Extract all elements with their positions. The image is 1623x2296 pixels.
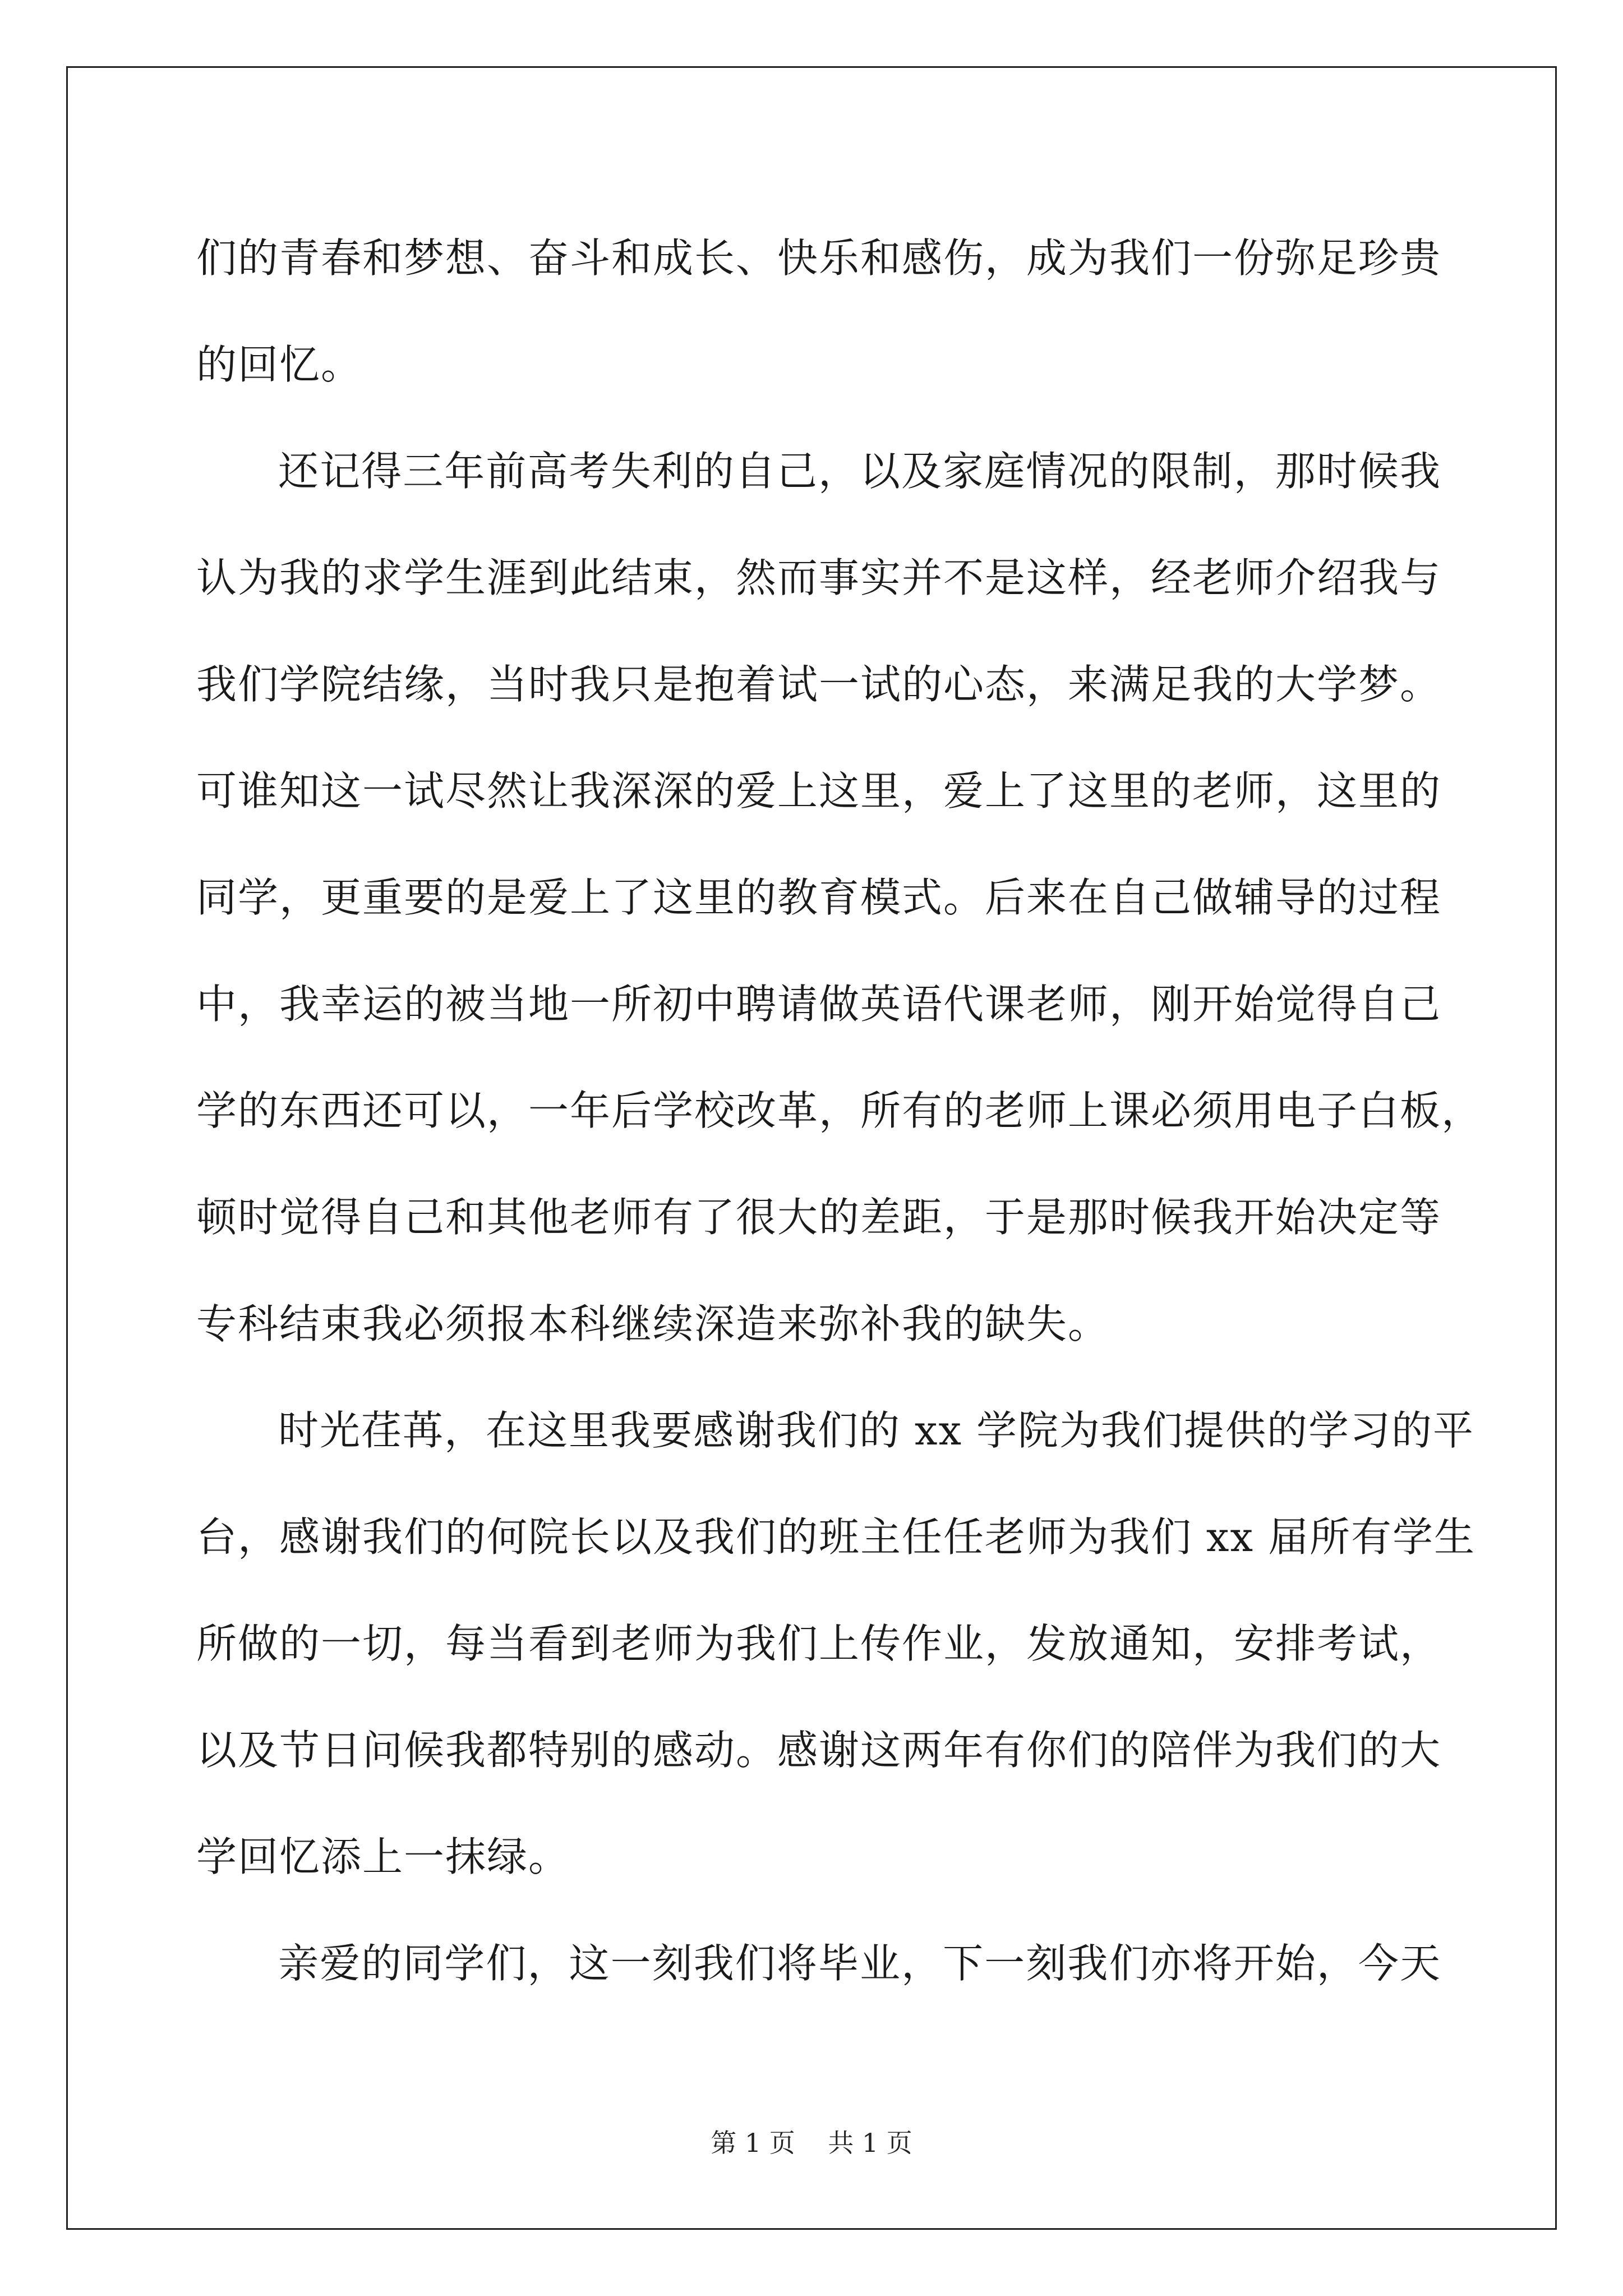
text-line: 亲爱的同学们，这一刻我们将毕业，下一刻我们亦将开始，今天 bbox=[278, 1940, 1441, 1987]
text-line: 台，感谢我们的何院长以及我们的班主任任老师为我们 xx 届所有学生 bbox=[196, 1513, 1476, 1561]
text-line: 我们学院结缘，当时我只是抱着试一试的心态，来满足我的大学梦。 bbox=[196, 661, 1442, 708]
paragraph bbox=[196, 1910, 1441, 2017]
text-line: 以及节日问候我都特别的感动。感谢这两年有你们的陪伴为我们的大 bbox=[196, 1727, 1442, 1774]
page-number-footer: 第 1 页 共 1 页 bbox=[711, 2128, 912, 2158]
paragraph bbox=[196, 205, 1441, 418]
text-line: 认为我的求学生涯到此结束，然而事实并不是这样，经老师介绍我与 bbox=[196, 554, 1442, 601]
text-line: 可谁知这一试尽然让我深深的爱上这里，爱上了这里的老师，这里的 bbox=[196, 767, 1442, 815]
text-line: 们的青春和梦想、奋斗和成长、快乐和感伤，成为我们一份弥足珍贵 bbox=[196, 234, 1442, 282]
text-line: 还记得三年前高考失利的自己，以及家庭情况的限制，那时候我 bbox=[278, 448, 1441, 495]
text-line: 同学，更重要的是爱上了这里的教育模式。后来在自己做辅导的过程 bbox=[196, 874, 1442, 921]
text-line: 学的东西还可以，一年后学校改革，所有的老师上课必须用电子白板， bbox=[196, 1087, 1483, 1134]
document-body bbox=[196, 205, 1483, 2017]
text-line: 学回忆添上一抹绿。 bbox=[196, 1833, 570, 1880]
text-line: 的回忆。 bbox=[196, 341, 363, 388]
text-line: 顿时觉得自己和其他老师有了很大的差距，于是那时候我开始决定等 bbox=[196, 1194, 1442, 1241]
text-line: 所做的一切，每当看到老师为我们上传作业，发放通知，安排考试， bbox=[196, 1620, 1442, 1667]
text-line: 中，我幸运的被当地一所初中聘请做英语代课老师，刚开始觉得自己 bbox=[196, 981, 1442, 1028]
text-line: 时光荏苒，在这里我要感谢我们的 xx 学院为我们提供的学习的平 bbox=[278, 1407, 1474, 1454]
paragraph bbox=[196, 418, 1483, 1377]
text-line: 专科结束我必须报本科继续深造来弥补我的缺失。 bbox=[196, 1300, 1110, 1347]
paragraph bbox=[196, 1377, 1476, 1910]
